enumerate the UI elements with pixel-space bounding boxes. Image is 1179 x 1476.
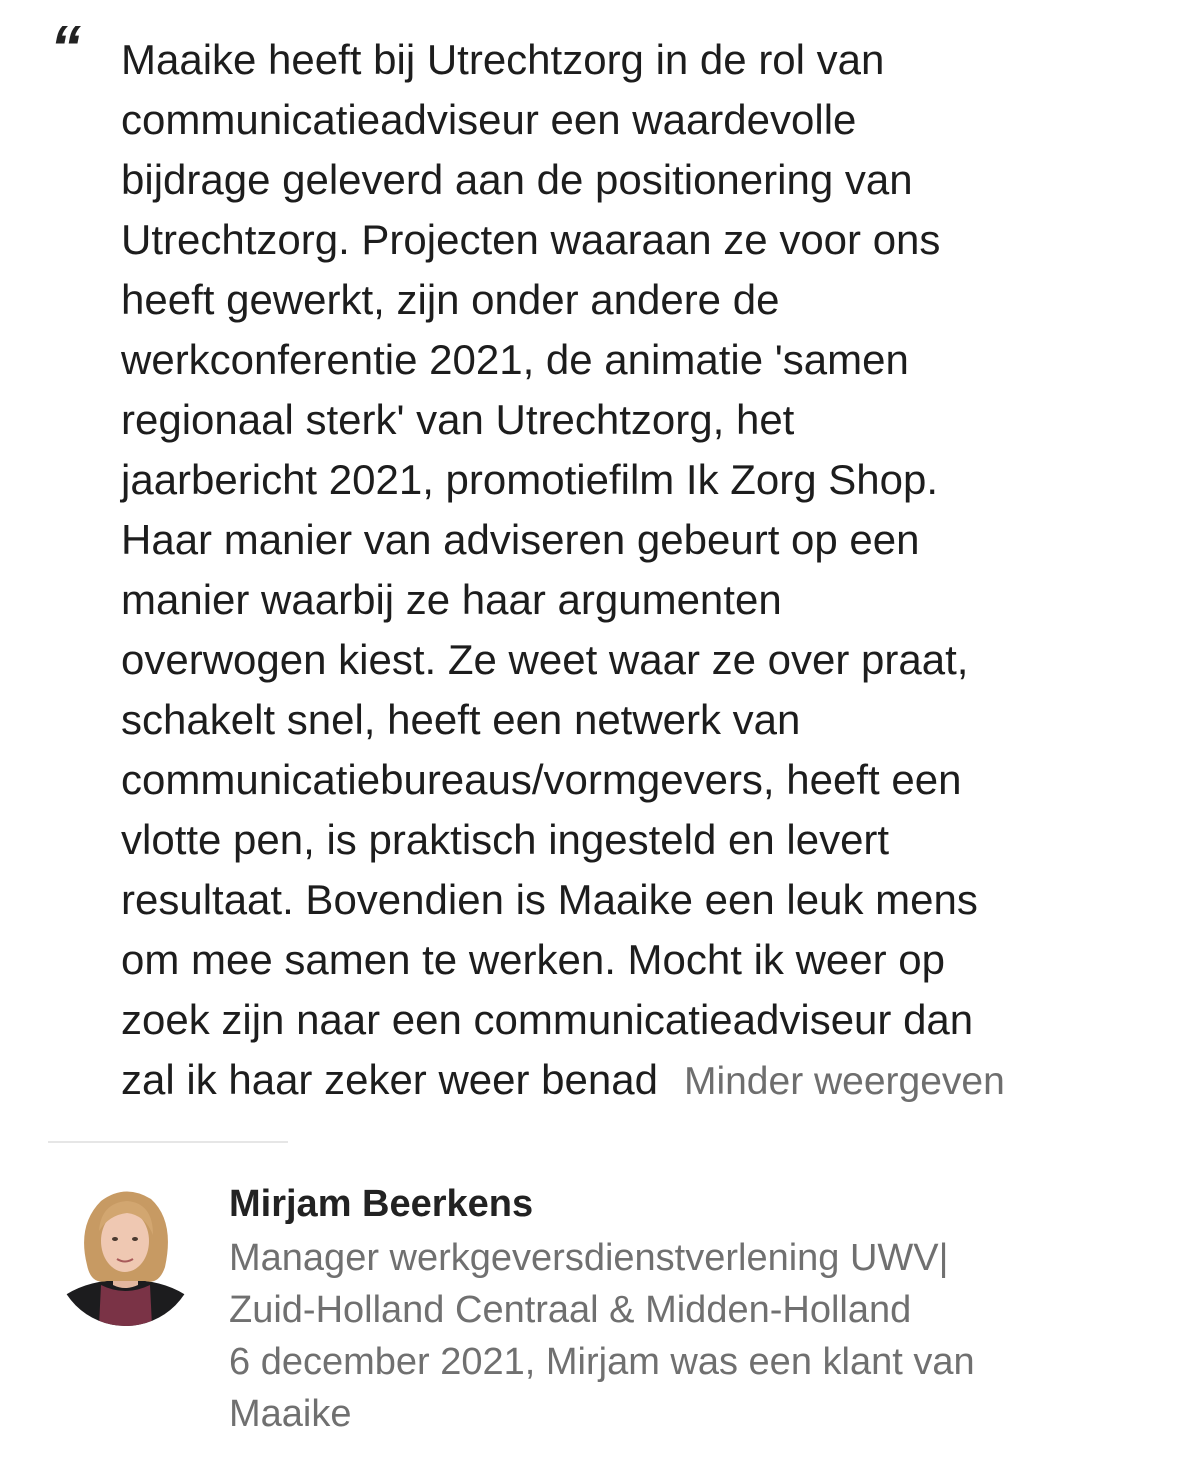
- author-info: [229, 1176, 1159, 1440]
- quote-line: overwogen kiest. Ze weet waar ze over praat,: [121, 636, 969, 683]
- author-name[interactable]: Mirjam Beerkens: [229, 1183, 534, 1225]
- quote-line-last-text: zal ik haar zeker weer benad: [121, 1056, 658, 1103]
- quote-line: Maaike heeft bij Utrechtzorg in de rol van: [121, 36, 885, 83]
- quote-line: regionaal sterk' van Utrechtzorg, het: [121, 396, 795, 443]
- author-avatar[interactable]: [55, 1185, 196, 1326]
- author-headline: Manager werkgeversdienstverlening UWV|: [229, 1237, 949, 1279]
- quote-icon: “: [50, 14, 75, 83]
- author-relation: Maaike: [229, 1393, 352, 1435]
- quote-line-last: [121, 1050, 1161, 1112]
- quote-line: bijdrage geleverd aan de positionering van: [121, 156, 913, 203]
- author-headline: Zuid-Holland Centraal & Midden-Holland: [229, 1289, 912, 1331]
- quote-line: schakelt snel, heeft een netwerk van: [121, 696, 801, 743]
- quote-line: werkconferentie 2021, de animatie 'samen: [121, 336, 909, 383]
- quote-line: vlotte pen, is praktisch ingesteld en levert: [121, 816, 890, 863]
- profile-photo-icon: [55, 1185, 196, 1326]
- recommendation-text: [121, 30, 1161, 1112]
- quote-line: resultaat. Bovendien is Maaike een leuk mens: [121, 876, 978, 923]
- quote-line: om mee samen te werken. Mocht ik weer op: [121, 936, 946, 983]
- quote-line: Haar manier van adviseren gebeurt op een: [121, 516, 920, 563]
- quote-line: communicatieadviseur een waardevolle: [121, 96, 857, 143]
- quote-line: Utrechtzorg. Projecten waaraan ze voor ons: [121, 216, 941, 263]
- quote-line: jaarbericht 2021, promotiefilm Ik Zorg Shop.: [121, 456, 939, 503]
- divider: [48, 1141, 288, 1143]
- author-relation: 6 december 2021, Mirjam was een klant van: [229, 1341, 975, 1383]
- show-less-link[interactable]: Minder weergeven: [683, 1060, 1005, 1103]
- quote-line: zoek zijn naar een communicatieadviseur dan: [121, 996, 974, 1043]
- quote-line: manier waarbij ze haar argumenten: [121, 576, 782, 623]
- quote-line: communicatiebureaus/vormgevers, heeft een: [121, 756, 962, 803]
- quote-line: heeft gewerkt, zijn onder andere de: [121, 276, 780, 323]
